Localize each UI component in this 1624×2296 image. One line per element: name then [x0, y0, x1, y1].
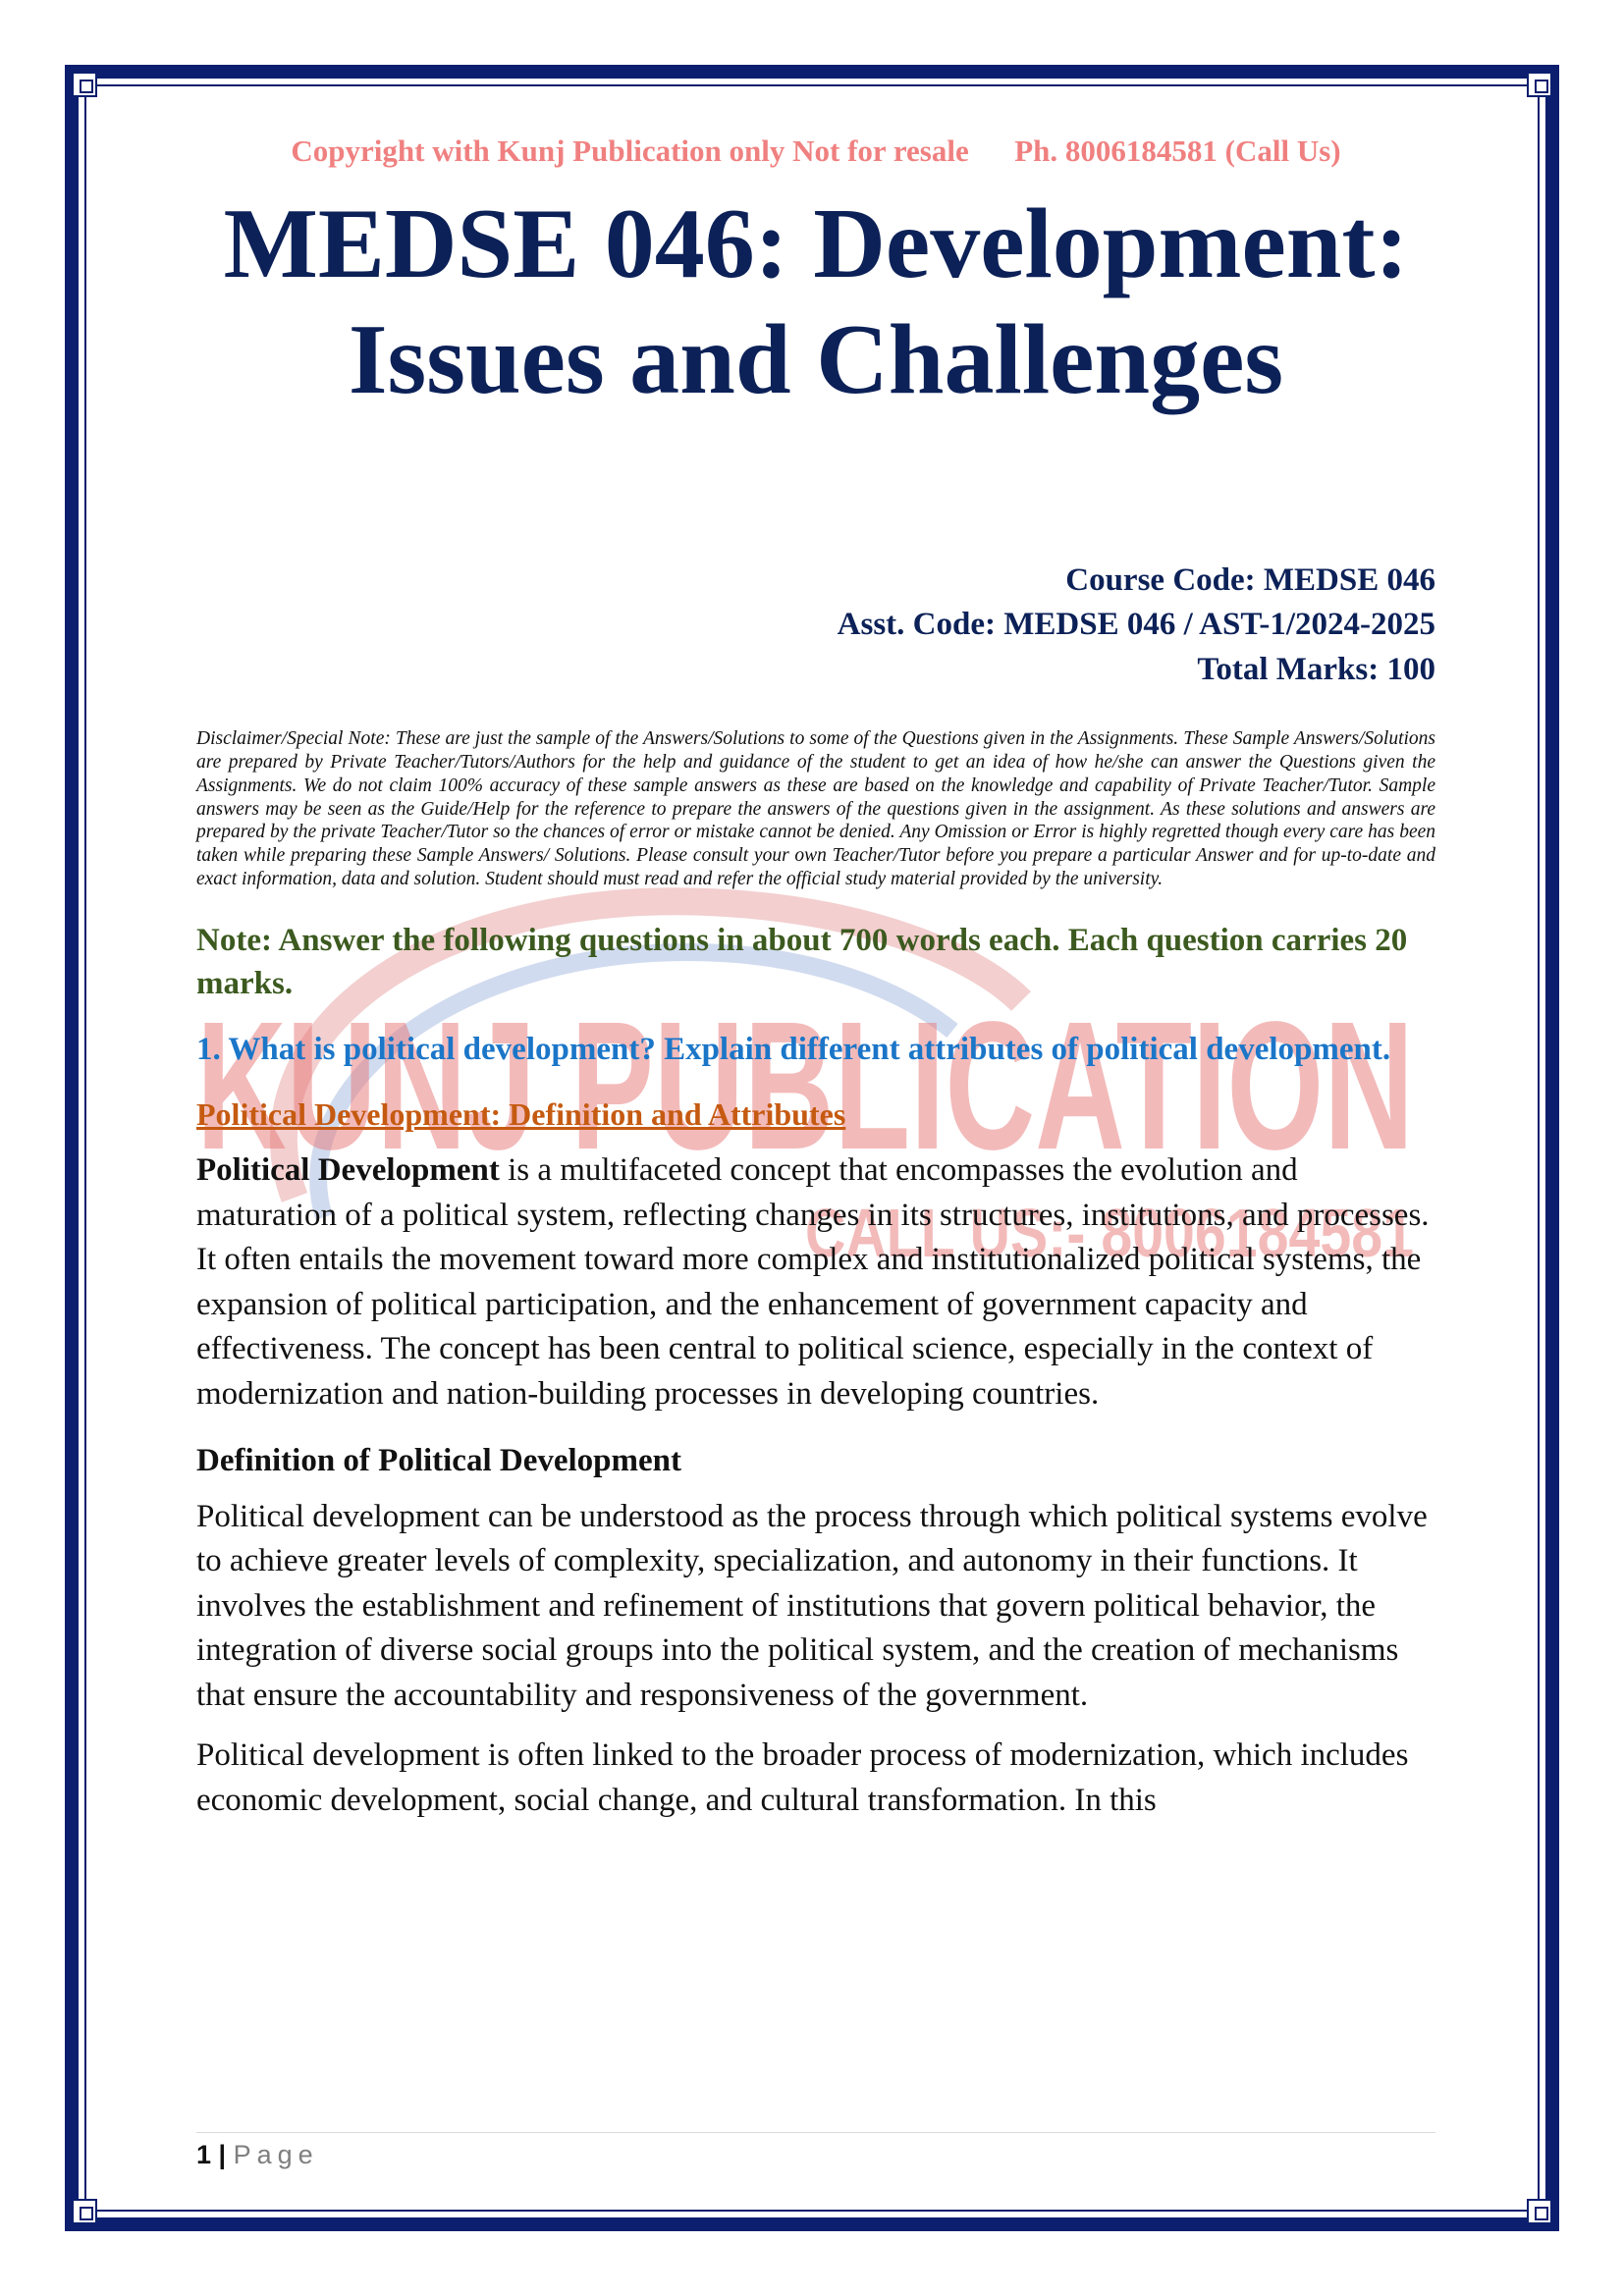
border-corner-ornament [1527, 72, 1552, 97]
title-line-1: MEDSE 046: Development: [223, 188, 1409, 299]
page-number: 1 [196, 2140, 212, 2169]
footer-separator: | [218, 2140, 227, 2169]
intro-paragraph [196, 1148, 1435, 1416]
course-codes [196, 559, 1435, 693]
phone-text: Ph. 8006184581 (Call Us) [1014, 133, 1341, 168]
border-corner-ornament [1527, 2199, 1552, 2224]
border-corner-ornament [72, 72, 97, 97]
note: Note: Answer the following questions in about 700 words each. Each question carries 20 marks. [196, 922, 1408, 1002]
copyright-text: Copyright with Kunj Publication only Not for resale [291, 133, 969, 168]
border-corner-ornament [72, 2199, 97, 2224]
copyright-line [196, 133, 1435, 169]
page-footer [196, 2140, 319, 2170]
page-title [196, 187, 1435, 419]
paragraph-2: Political development can be understood as the process through which political systems evolve to achieve greater levels of complexity, specialization, and autonomy in their functions. It involves the establishment and refinement of institutions that govern political behavior, the integration of diverse social groups into the political system, and the creation of mechanisms that ensure the accountability and responsiveness of the government. [196, 1498, 1428, 1713]
question-1: 1. What is political development? Explain different attributes of political development. [196, 1031, 1391, 1067]
subheading: Definition of Political Development [196, 1442, 682, 1478]
footer-divider [196, 2132, 1435, 2133]
watermark-brand: KUNJ PUBLICATION [196, 985, 1414, 1188]
page-content [196, 133, 1435, 1823]
title-line-2: Issues and Challenges [348, 304, 1284, 416]
watermark-call: CALL US:- 8006184581 [805, 1195, 1414, 1271]
disclaimer: Disclaimer/Special Note: These are just the sample of the Answers/Solutions to some of the Questions given in the Assignments. These Sample Answers/Solutions are prepared by Private Teacher/Tutors/Authors for the help and guidance of the student to get an idea of how he/she can answer the Questions given the Assignments. We do not claim 100% accuracy of these sample answers as these are based on the knowledge and capability of Private Teacher/Tutor. Sample answers may be seen as the Guide/Help for the reference to prepare the answers of the questions given in the assignment. As these solutions and answers are prepared by the private Teacher/Tutor so the chances of error or mistake cannot be denied. Any Omission or Error is highly regretted though every care has been taken while preparing these Sample Answers/ Solutions. Please consult your own Teacher/Tutor before you prepare a particular Answer and for up-to-date and exact information, data and solution. Student should must read and refer the official study material provided by the university. [196, 728, 1435, 889]
total-marks: Total Marks: 100 [1197, 651, 1435, 687]
intro-text: is a multifaceted concept that encompasses the evolution and maturation of a political system, reflecting changes in its structures, institutions, and processes. It often entails the movement toward more complex and institutionalized political systems, the expansion of political participation, and the enhancement of government capacity and effectiveness. The concept has been central to political science, especially in the context of modernization and nation-building processes in developing countries. [196, 1152, 1430, 1412]
assignment-code: Asst. Code: MEDSE 046 / AST-1/2024-2025 [837, 607, 1435, 643]
paragraph-3: Political development is often linked to the broader process of modernization, which includes economic development, social change, and cultural transformation. In this [196, 1737, 1409, 1818]
page-label: Page [233, 2140, 319, 2169]
intro-bold-lead: Political Development [196, 1152, 500, 1189]
course-code: Course Code: MEDSE 046 [1065, 561, 1435, 598]
section-heading: Political Development: Definition and Attributes [196, 1096, 846, 1133]
